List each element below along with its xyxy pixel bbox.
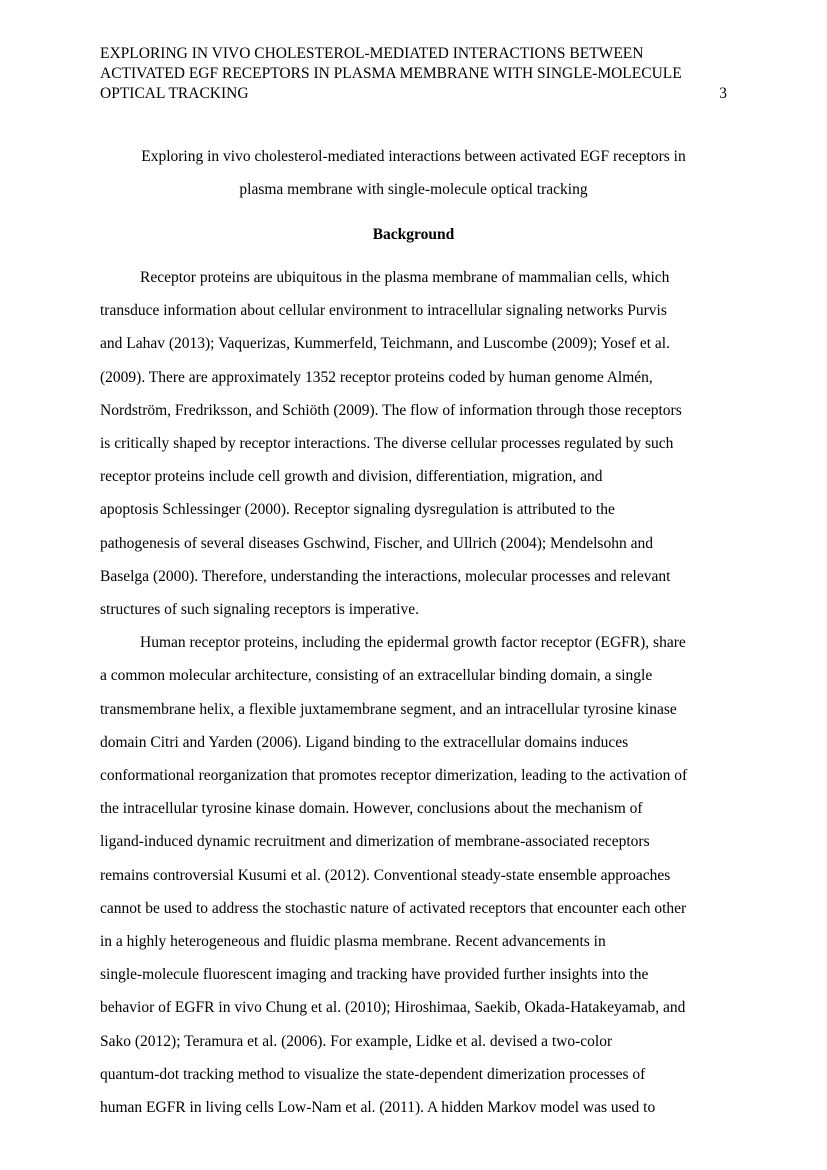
paragraph-line: and Lahav (2013); Vaquerizas, Kummerfeld, Teichmann, and Luscombe (2009); Yosef et al. xyxy=(100,335,670,353)
paragraph-line: transmembrane helix, a flexible juxtamembrane segment, and an intracellular tyrosine kinase xyxy=(100,700,677,718)
paragraph-line: Nordström, Fredriksson, and Schiöth (2009). The flow of information through those receptors xyxy=(100,401,682,419)
paragraph-line: human EGFR in living cells Low-Nam et al. (2011). A hidden Markov model was used to xyxy=(100,1099,656,1117)
paper-title xyxy=(100,140,727,206)
paragraph-line: Sako (2012); Teramura et al. (2006). For example, Lidke et al. devised a two-color xyxy=(100,1032,613,1050)
paragraph-line: pathogenesis of several diseases Gschwind, Fischer, and Ullrich (2004); Mendelsohn and xyxy=(100,534,653,552)
paragraph-line: apoptosis Schlessinger (2000). Receptor signaling dysregulation is attributed to the xyxy=(100,501,615,519)
paragraph-line: transduce information about cellular environment to intracellular signaling networks Purvis xyxy=(100,302,667,320)
paragraph-line: Baselga (2000). Therefore, understanding the interactions, molecular processes and relevant xyxy=(100,567,671,585)
paragraph-1 xyxy=(100,261,727,626)
paragraph-line: a common molecular architecture, consisting of an extracellular binding domain, a single xyxy=(100,667,653,685)
paragraph-line: conformational reorganization that promotes receptor dimerization, leading to the activation of xyxy=(100,767,688,785)
paragraph-line: the intracellular tyrosine kinase domain. However, conclusions about the mechanism of xyxy=(100,800,643,818)
paragraph-line: ligand-induced dynamic recruitment and dimerization of membrane-associated receptors xyxy=(100,833,650,851)
paragraph-line: behavior of EGFR in vivo Chung et al. (2010); Hiroshimaa, Saekib, Okada-Hatakeyamab, and xyxy=(100,999,686,1017)
paragraph-line: domain Citri and Yarden (2006). Ligand binding to the extracellular domains induces xyxy=(100,733,629,751)
document-page xyxy=(100,44,727,1124)
paragraph-2 xyxy=(100,626,727,1124)
running-head-line: ACTIVATED EGF RECEPTORS IN PLASMA MEMBRANE WITH SINGLE-MOLECULE xyxy=(100,65,682,82)
page-number: 3 xyxy=(719,85,727,102)
paragraph-line: quantum-dot tracking method to visualize the state-dependent dimerization processes of xyxy=(100,1065,646,1083)
paragraph-line: (2009). There are approximately 1352 receptor proteins coded by human genome Almén, xyxy=(100,368,653,386)
section-heading: Background xyxy=(372,226,455,243)
running-head-line: OPTICAL TRACKING xyxy=(100,85,249,102)
body-text xyxy=(100,261,727,1124)
running-head-line: EXPLORING IN VIVO CHOLESTEROL-MEDIATED INTERACTIONS BETWEEN xyxy=(100,45,644,62)
paragraph-line: remains controversial Kusumi et al. (2012). Conventional steady-state ensemble approaches xyxy=(100,866,671,884)
paragraph-line: structures of such signaling receptors is imperative. xyxy=(100,601,419,619)
paragraph-line: Receptor proteins are ubiquitous in the plasma membrane of mammalian cells, which xyxy=(140,269,670,286)
title-line: Exploring in vivo cholesterol-mediated interactions between activated EGF receptors in xyxy=(141,148,686,165)
title-line: plasma membrane with single-molecule optical tracking xyxy=(239,181,588,198)
running-head xyxy=(100,44,727,104)
paragraph-line: Human receptor proteins, including the epidermal growth factor receptor (EGFR), share xyxy=(140,634,686,652)
paragraph-line: single-molecule fluorescent imaging and tracking have provided further insights into the xyxy=(100,966,649,984)
paragraph-line: in a highly heterogeneous and fluidic plasma membrane. Recent advancements in xyxy=(100,933,606,951)
paragraph-line: receptor proteins include cell growth and division, differentiation, migration, and xyxy=(100,468,603,486)
paragraph-line: cannot be used to address the stochastic nature of activated receptors that encounter each other xyxy=(100,899,687,917)
paragraph-line: is critically shaped by receptor interactions. The diverse cellular processes regulated by such xyxy=(100,435,674,453)
